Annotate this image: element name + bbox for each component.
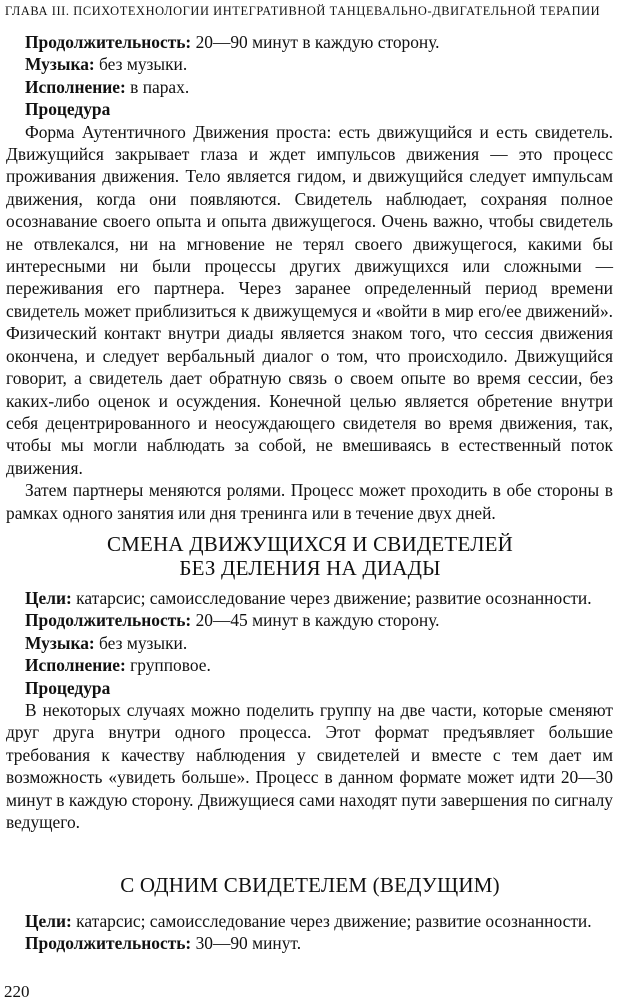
music-value: без музыки. [94, 632, 188, 653]
paragraph: Затем партнеры меняются ролями. Процесс может проходить в обе стороны в рамках одного занятия или дня тренинга или в течение двух дней. [6, 480, 613, 523]
performance-label: Исполнение: [25, 76, 126, 97]
section-1 [6, 31, 613, 524]
duration-label: Продолжительность: [25, 610, 192, 631]
duration-line [25, 609, 613, 631]
music-label: Музыка: [25, 632, 95, 653]
running-head: ГЛАВА III. ПСИХОТЕХНОЛОГИИ ИНТЕГРАТИВНОЙ ТАНЦЕВАЛЬНО-ДВИГАТЕЛЬНОЙ ТЕРАПИИ [5, 4, 601, 18]
duration-value: 20—45 минут в каждую сторону. [191, 610, 440, 631]
goals-label: Цели: [25, 911, 72, 931]
section-3 [6, 910, 613, 955]
procedure-label: Процедура [25, 99, 111, 120]
duration-value: 30—90 минут. [191, 933, 302, 954]
goals-line [6, 910, 613, 932]
music-label: Музыка: [25, 54, 95, 75]
duration-label: Продолжительность: [25, 933, 192, 954]
paragraph: Форма Аутентичного Движения проста: есть движущийся и есть свидетель. Движущийся закрывает глаза и ждет импульсов движения — это процесс проживания движения. Тело является гидом, и движущийся следует импульсам движения, когда они появляются. Свидетель наблюдает, сохраняя полное осознавание своего опыта и опыта движущегося. Очень важно, чтобы свидетель не отвлекался, ни на мгновение не терял своего движущегося, какими бы интересными ни были процессы других движущихся или сложными — переживания его партнера. Через заранее определенный период времени свидетель может приблизиться к движущемуся и «войти в мир его/ее движений». Физический контакт внутри диады является знаком того, что сессия движения окончена, и следует вербальный диалог о том, что происходило. Движущийся говорит, а свидетель дает обратную связь о своем опыте во время сессии, без каких-либо оценок и осуждения. Конечной целью является обретение внутри себя децентрированного и неосуждающего свидетеля во время движения, так, чтобы мы могли наблюдать за собой, не вмешиваясь в естественный поток движения. [6, 121, 613, 478]
goals-label: Цели: [25, 588, 72, 608]
page-number: 220 [4, 982, 30, 1001]
performance-value: групповое. [125, 655, 211, 676]
section-heading [0, 532, 620, 580]
heading-line: СМЕНА ДВИЖУЩИХСЯ И СВИДЕТЕЛЕЙ [106, 532, 514, 556]
goals-line [6, 587, 613, 609]
heading-line: С ОДНИМ СВИДЕТЕЛЕМ (ВЕДУЩИМ) [120, 873, 500, 897]
music-line [25, 53, 613, 75]
music-value: без музыки. [94, 54, 188, 75]
goals-value: катарсис; самоисследование через движение; развитие осознанности. [71, 911, 592, 931]
performance-value: в парах. [125, 76, 190, 97]
paragraph: В некоторых случаях можно поделить группу на две части, которые сменяют друг друга внутри одного процесса. Этот формат предъявляет большие требования к качеству наблюдения у свидетелей и вместе с тем дает им возможность «увидеть больше». Процесс в данном формате может идти 20—30 минут в каждую сторону. Движущиеся сами находят пути завершения по сигналу ведущего. [6, 700, 613, 833]
duration-label: Продолжительность: [25, 32, 192, 52]
section-2 [6, 587, 613, 833]
performance-line [25, 654, 613, 676]
performance-line [25, 76, 613, 98]
goals-value: катарсис; самоисследование через движение; развитие осознанности. [71, 588, 592, 608]
duration-line [25, 932, 613, 954]
heading-line: БЕЗ ДЕЛЕНИЯ НА ДИАДЫ [179, 556, 441, 580]
procedure-label: Процедура [25, 677, 111, 698]
duration-value: 20—90 минут в каждую сторону. [191, 32, 440, 52]
section-heading [0, 873, 620, 897]
music-line [25, 632, 613, 654]
duration-line [25, 31, 613, 53]
performance-label: Исполнение: [25, 655, 126, 676]
